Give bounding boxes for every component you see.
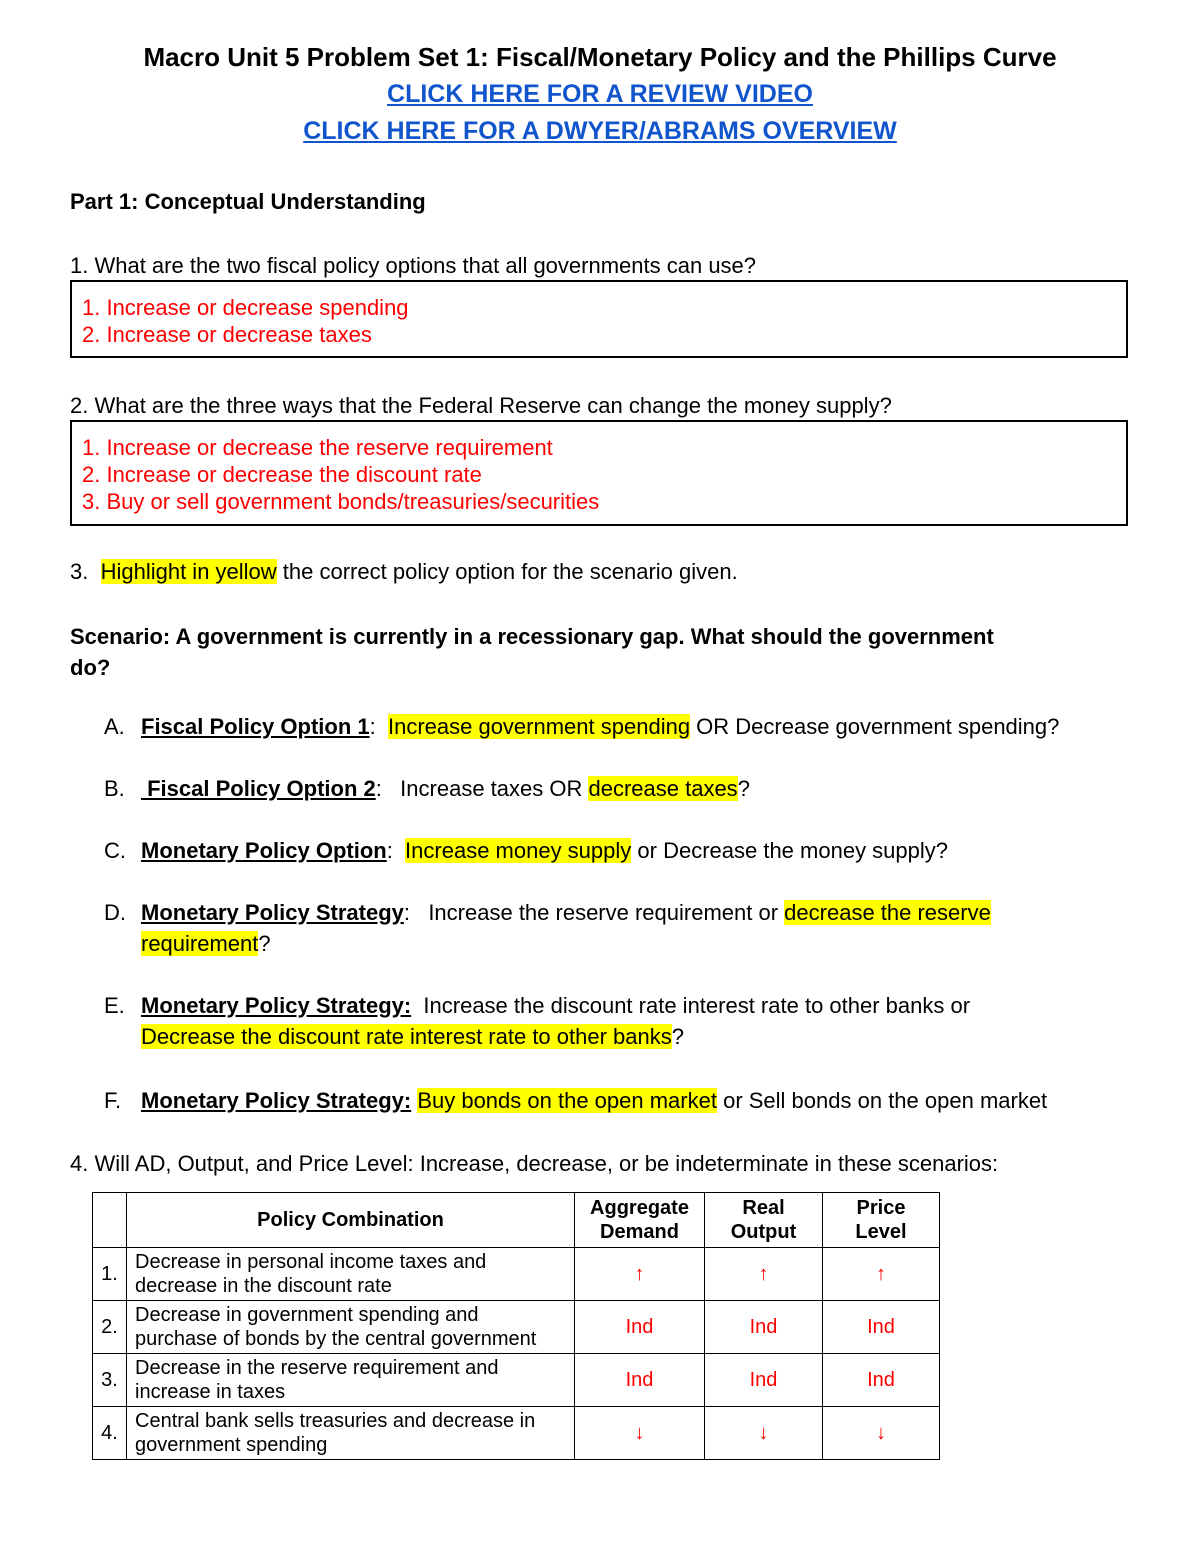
option-label: Fiscal Policy Option 1 bbox=[141, 714, 370, 739]
highlighted-answer: Increase money supply bbox=[405, 838, 632, 863]
answer-box-2 bbox=[70, 420, 1128, 526]
ad-value: ↓ bbox=[575, 1407, 705, 1460]
price-value: Ind bbox=[823, 1354, 940, 1407]
answer-line: 2. Increase or decrease taxes bbox=[82, 322, 372, 347]
option-label: Monetary Policy Option bbox=[141, 838, 387, 863]
header-line: Aggregate bbox=[590, 1197, 689, 1219]
row-number: 1. bbox=[93, 1248, 127, 1301]
option-text: ? bbox=[258, 931, 271, 956]
policy-line: decrease in the discount rate bbox=[135, 1275, 392, 1297]
scenario bbox=[70, 621, 994, 683]
header-real-output bbox=[705, 1193, 823, 1248]
option-text: or Decrease the money supply? bbox=[631, 838, 949, 863]
highlighted-answer: Buy bonds on the open market bbox=[417, 1088, 717, 1113]
option-a bbox=[104, 711, 1164, 742]
answer-line: 1. Increase or decrease the reserve requirement bbox=[82, 435, 553, 460]
question-number: 3. bbox=[70, 559, 89, 584]
ad-value: Ind bbox=[575, 1354, 705, 1407]
review-video-link[interactable]: CLICK HERE FOR A REVIEW VIDEO bbox=[387, 80, 813, 108]
option-label: Monetary Policy Strategy: bbox=[141, 993, 412, 1018]
policy-line: government spending bbox=[135, 1434, 328, 1456]
option-letter: E. bbox=[104, 993, 125, 1018]
table-header-row bbox=[93, 1193, 940, 1248]
option-text: OR Decrease government spending? bbox=[690, 714, 1060, 739]
option-text: Increase the discount rate interest rate to other banks or bbox=[411, 993, 971, 1018]
question-text: the correct policy option for the scenario given. bbox=[276, 559, 738, 584]
part1-heading: Part 1: Conceptual Understanding bbox=[70, 189, 426, 214]
option-letter: F. bbox=[104, 1088, 122, 1113]
option-e bbox=[104, 990, 1164, 1052]
scenario-line: do? bbox=[70, 655, 111, 680]
option-letter: A. bbox=[104, 714, 125, 739]
option-text: : Increase taxes OR bbox=[375, 776, 589, 801]
highlighted-answer: requirement bbox=[141, 931, 259, 956]
policy-line: Central bank sells treasuries and decrease in bbox=[135, 1410, 536, 1432]
policy-line: Decrease in government spending and bbox=[135, 1304, 479, 1326]
table-row bbox=[93, 1301, 940, 1354]
price-value: ↓ bbox=[823, 1407, 940, 1460]
question-1: 1. What are the two fiscal policy options that all governments can use? bbox=[70, 253, 757, 278]
policy-line: Decrease in personal income taxes and bbox=[135, 1251, 487, 1273]
answer-line: 1. Increase or decrease spending bbox=[82, 295, 409, 320]
option-d bbox=[104, 897, 1164, 959]
output-value: ↑ bbox=[705, 1248, 823, 1301]
ad-value: Ind bbox=[575, 1301, 705, 1354]
highlight-sample: Highlight in yellow bbox=[100, 559, 277, 584]
header-line: Output bbox=[730, 1221, 797, 1243]
question-3 bbox=[70, 559, 738, 585]
option-letter: C. bbox=[104, 838, 126, 863]
row-number: 4. bbox=[93, 1407, 127, 1460]
option-letter: B. bbox=[104, 776, 125, 801]
option-text: : Increase the reserve requirement or bbox=[403, 900, 785, 925]
row-number: 3. bbox=[93, 1354, 127, 1407]
table-row bbox=[93, 1248, 940, 1301]
output-value: Ind bbox=[705, 1301, 823, 1354]
separator: : bbox=[386, 838, 406, 863]
policy-combination bbox=[127, 1407, 575, 1460]
highlighted-answer: Decrease the discount rate interest rate to other banks bbox=[141, 1024, 672, 1049]
header-aggregate-demand bbox=[575, 1193, 705, 1248]
option-label: Fiscal Policy Option 2 bbox=[141, 776, 376, 801]
policy-combination bbox=[127, 1354, 575, 1407]
policy-table bbox=[92, 1192, 940, 1460]
policy-line: increase in taxes bbox=[135, 1381, 286, 1403]
answer-line: 3. Buy or sell government bonds/treasuries/securities bbox=[82, 489, 600, 514]
question-4: 4. Will AD, Output, and Price Level: Increase, decrease, or be indeterminate in these scenarios: bbox=[70, 1151, 999, 1176]
scenario-line: Scenario: A government is currently in a recessionary gap. What should the government bbox=[70, 624, 994, 649]
option-b bbox=[104, 773, 1164, 804]
policy-combination bbox=[127, 1248, 575, 1301]
page-title: Macro Unit 5 Problem Set 1: Fiscal/Monetary Policy and the Phillips Curve bbox=[143, 42, 1057, 72]
overview-link[interactable]: CLICK HERE FOR A DWYER/ABRAMS OVERVIEW bbox=[303, 117, 897, 145]
highlighted-answer: decrease the reserve bbox=[784, 900, 991, 925]
option-label: Monetary Policy Strategy: bbox=[141, 1088, 412, 1113]
header-line: Demand bbox=[600, 1221, 679, 1243]
answer-box-1 bbox=[70, 280, 1128, 358]
policy-line: Decrease in the reserve requirement and bbox=[135, 1357, 499, 1379]
price-value: ↑ bbox=[823, 1248, 940, 1301]
header-num bbox=[93, 1193, 127, 1248]
output-value: ↓ bbox=[705, 1407, 823, 1460]
option-c bbox=[104, 835, 1164, 866]
policy-combination bbox=[127, 1301, 575, 1354]
answer-line: 2. Increase or decrease the discount rate bbox=[82, 462, 482, 487]
ad-value: ↑ bbox=[575, 1248, 705, 1301]
option-text: ? bbox=[671, 1024, 684, 1049]
highlighted-answer: Increase government spending bbox=[387, 714, 691, 739]
option-f bbox=[104, 1085, 1164, 1116]
row-number: 2. bbox=[93, 1301, 127, 1354]
option-text: ? bbox=[737, 776, 750, 801]
price-value: Ind bbox=[823, 1301, 940, 1354]
table-row bbox=[93, 1407, 940, 1460]
option-label: Monetary Policy Strategy bbox=[141, 900, 404, 925]
header-line: Level bbox=[855, 1221, 907, 1243]
highlighted-answer: decrease taxes bbox=[588, 776, 738, 801]
header-line: Real bbox=[742, 1197, 785, 1219]
table-row bbox=[93, 1354, 940, 1407]
question-2: 2. What are the three ways that the Federal Reserve can change the money supply? bbox=[70, 393, 892, 418]
output-value: Ind bbox=[705, 1354, 823, 1407]
header-price-level bbox=[823, 1193, 940, 1248]
option-text: or Sell bonds on the open market bbox=[716, 1088, 1048, 1113]
header-policy: Policy Combination bbox=[127, 1193, 575, 1248]
policy-line: purchase of bonds by the central government bbox=[135, 1328, 537, 1350]
header-line: Price bbox=[856, 1197, 906, 1219]
option-letter: D. bbox=[104, 900, 126, 925]
separator: : bbox=[369, 714, 388, 739]
